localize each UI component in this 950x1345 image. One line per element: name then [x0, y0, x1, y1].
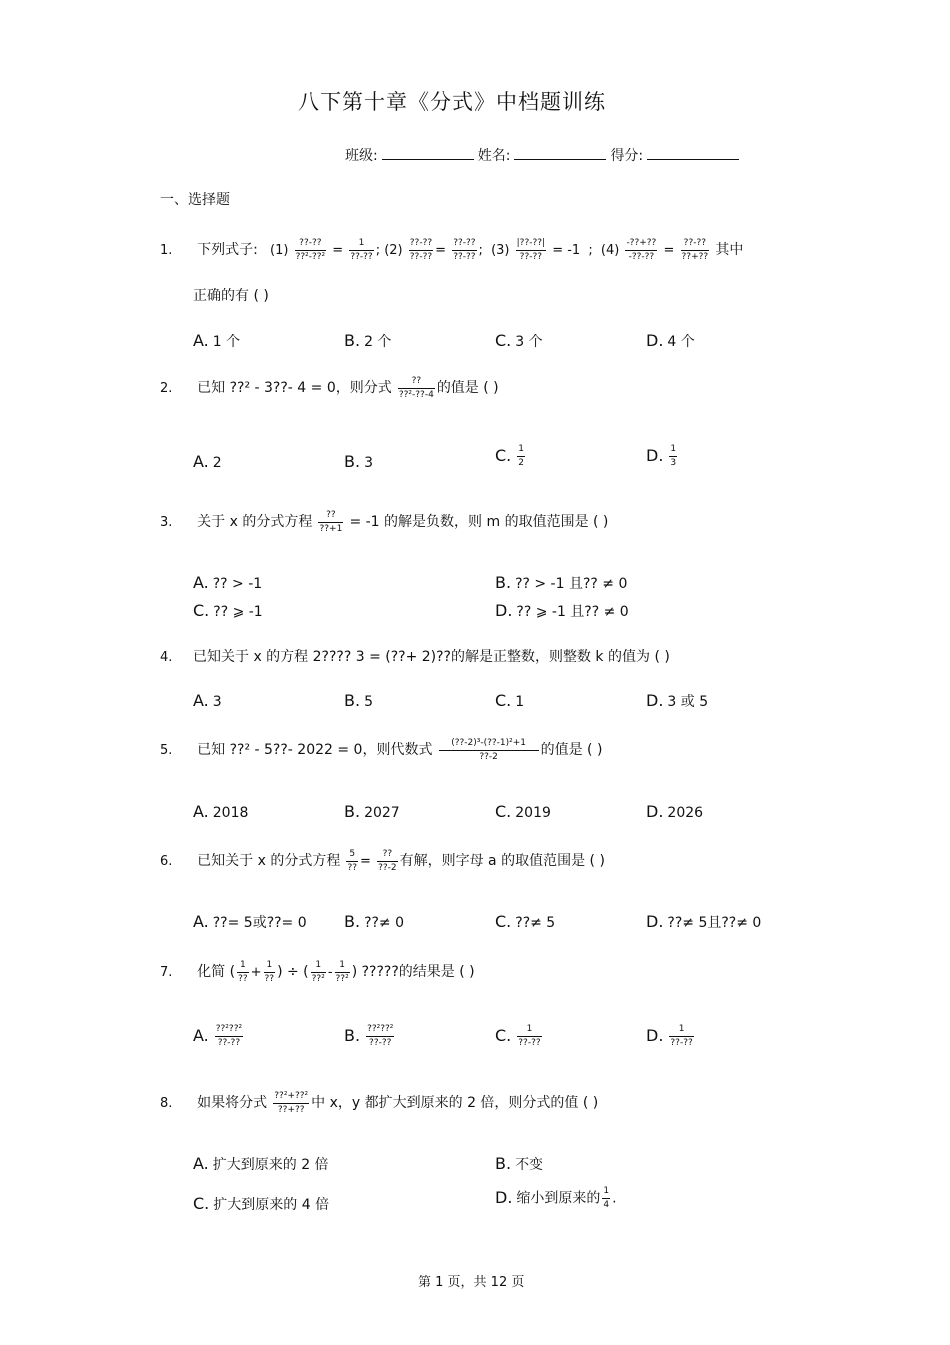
option-c[interactable]: C. $\frac{1}{2}$: [495, 444, 524, 468]
page-footer: 第 1 页，共 12 页: [418, 1275, 525, 1290]
question-3: [160, 510, 608, 535]
option-b[interactable]: B. 2027: [344, 802, 400, 821]
question-6: [160, 849, 605, 874]
question-number: 4.: [160, 650, 173, 665]
option-c[interactable]: C. ??≠ 5: [495, 912, 556, 931]
fraction: $\frac{1}{4}$: [603, 1186, 610, 1210]
question-2: [160, 376, 499, 401]
question-8: [160, 1091, 598, 1116]
option-d[interactable]: D. ??≠ 5且??≠ 0: [646, 912, 762, 931]
fraction: $\frac{??-??}{??-??}$: [409, 238, 433, 262]
fraction: $\frac{5}{??}$: [347, 849, 358, 873]
item-label: (4): [600, 243, 620, 258]
question-text: 的值是 ( ): [540, 742, 603, 758]
fraction: $\frac{1}{2}$: [518, 444, 524, 468]
fraction: $\frac{??-??}{??-??}$: [453, 238, 476, 262]
question-text: 有解，则字母 a 的取值范围是 ( ): [399, 853, 605, 869]
equals-sign: =: [663, 243, 675, 258]
question-text: 的值是 ( ): [436, 380, 499, 396]
question-number: 5.: [160, 743, 173, 758]
option-b[interactable]: B. $\frac{\text{??²??²}}{??-??}$: [344, 1024, 394, 1048]
question-text: 已知关于 x 的方程 2???? 3 = (??+ 2)??的解是正整数，则整数 k 的值为 ( ): [193, 649, 670, 665]
question-7: [160, 960, 475, 985]
equals-sign: =: [435, 243, 447, 258]
question-text: 中 x，y 都扩大到原来的 2 倍，则分式的值 ( ): [311, 1095, 599, 1111]
fraction: $\frac{\text{??²??²}}{??-??}$: [215, 1024, 243, 1048]
question-text: 下列式子:: [197, 242, 258, 258]
fraction: $\frac{1}{??-??}$: [670, 1024, 693, 1048]
option-c[interactable]: C. 3 个: [495, 331, 543, 350]
question-text: 已知 ??² - 3??- 4 = 0，则分式: [197, 380, 392, 396]
class-label: 班级:: [345, 148, 378, 164]
option-a[interactable]: A. 1 个: [193, 331, 241, 350]
option-c[interactable]: C. 扩大到原来的 4 倍: [193, 1194, 330, 1213]
score-label: 得分:: [610, 148, 644, 164]
option-d[interactable]: D. 4 个: [646, 331, 695, 350]
option-d[interactable]: D. $\frac{1}{3}$: [646, 444, 677, 468]
question-text: 如果将分式: [197, 1095, 268, 1111]
option-a[interactable]: A. $\frac{\text{??²??²}}{??-??}$: [193, 1024, 243, 1048]
fraction: $\frac{??}{??-2}$: [378, 849, 397, 873]
option-c[interactable]: C. $\frac{1}{??-??}$: [495, 1024, 541, 1048]
option-b[interactable]: B. 3: [344, 452, 373, 471]
fraction: $\frac{1}{??}$: [238, 960, 248, 984]
option-c[interactable]: C. 2019: [495, 802, 551, 821]
fraction: $\frac{-??+??}{-??-??}$: [626, 238, 657, 262]
option-b[interactable]: B. 5: [344, 691, 373, 710]
question-text: = -1 的解是负数，则 m 的取值范围是 ( ): [349, 514, 609, 530]
option-d[interactable]: D. $\frac{1}{??-??}$: [646, 1024, 693, 1048]
option-d[interactable]: D. 3 或 5: [646, 691, 709, 710]
option-a[interactable]: A. ??= 5或??= 0: [193, 912, 307, 931]
question-number: 6.: [160, 854, 173, 869]
fraction: $\frac{1}{??}$: [264, 960, 275, 984]
option-a[interactable]: A. 3: [193, 691, 222, 710]
fraction: $\frac{\text{??²+??²}}{??+??}$: [274, 1091, 309, 1115]
question-text: 关于 x 的分式方程: [197, 514, 313, 530]
question-4: [160, 646, 670, 666]
option-b[interactable]: B. ??≠ 0: [344, 912, 405, 931]
item-label: (1): [270, 243, 289, 258]
option-d[interactable]: D. ?? ⩾ -1 且?? ≠ 0: [495, 601, 629, 620]
question-text: 正确的有 ( ): [193, 288, 269, 304]
item-label: (2): [384, 243, 403, 258]
fraction: $\frac{1}{\text{??²}}$: [311, 960, 325, 984]
fraction: $\frac{??-??}{??+??}$: [681, 238, 709, 262]
fraction: $\frac{|??-??|}{??-??}$: [516, 238, 546, 262]
section-heading: 一、选择题: [160, 192, 230, 208]
question-number: 7.: [160, 965, 173, 980]
question-1: [160, 238, 743, 263]
option-a[interactable]: A. ?? > -1: [193, 573, 263, 592]
question-number: 1.: [160, 243, 173, 258]
question-text: 已知 ??² - 5??- 2022 = 0，则代数式: [197, 742, 433, 758]
equals-sign: =: [332, 243, 344, 258]
option-a[interactable]: A. 2018: [193, 802, 249, 821]
name-blank: [514, 147, 606, 160]
option-c[interactable]: C. 1: [495, 691, 525, 710]
separator: ;: [478, 243, 483, 258]
item-label: (3): [491, 243, 510, 258]
separator: ;: [375, 243, 381, 258]
option-a[interactable]: A. 2: [193, 452, 222, 471]
question-text: 化简 (: [197, 964, 236, 980]
fraction: $\frac{??}{??+1}$: [319, 510, 343, 534]
question-number: 3.: [160, 515, 173, 530]
class-blank: [382, 147, 474, 160]
option-a[interactable]: A. 扩大到原来的 2 倍: [193, 1154, 329, 1173]
question-text: 已知关于 x 的分式方程: [197, 853, 341, 869]
option-b[interactable]: B. ?? > -1 且?? ≠ 0: [495, 573, 628, 592]
question-text: ) ?????的结果是 ( ): [351, 964, 475, 980]
fraction: $\frac{??}{\text{??²-??-4}}$: [398, 376, 434, 400]
question-number: 8.: [160, 1096, 173, 1111]
fraction: $\frac{1}{3}$: [670, 444, 677, 468]
plus-sign: +: [250, 965, 262, 980]
option-d[interactable]: D. 2026: [646, 802, 704, 821]
option-b[interactable]: B. 不变: [495, 1154, 544, 1173]
score-blank: [647, 147, 739, 160]
question-number: 2.: [160, 381, 173, 396]
option-c[interactable]: C. ?? ⩾ -1: [193, 601, 263, 620]
option-d[interactable]: D. 缩小到原来的 $\frac{1}{4}$ .: [495, 1186, 617, 1210]
equals-sign: = -1: [552, 243, 581, 258]
fraction: $\frac{\text{(??-2)³-(??-1)²+1}}{??-2}$: [439, 738, 539, 763]
fraction: $\frac{1}{??-??}$: [518, 1024, 541, 1048]
page-title: 八下第十章《分式》中档题训练: [298, 90, 606, 114]
option-b[interactable]: B. 2 个: [344, 331, 392, 350]
minus-sign: -: [327, 965, 333, 980]
question-5: [160, 738, 602, 763]
question-text: ) ÷ (: [277, 964, 309, 980]
student-info-line: [345, 145, 743, 165]
fraction: $\frac{\text{??²??²}}{??-??}$: [367, 1024, 394, 1048]
name-label: 姓名:: [477, 148, 511, 164]
fraction: $\frac{1}{??-??}$: [350, 238, 373, 262]
equals-sign: =: [360, 854, 371, 869]
fraction: $\frac{1}{\text{??²}}$: [335, 960, 349, 984]
question-text: 其中: [715, 242, 744, 258]
separator: ;: [588, 243, 593, 258]
fraction: $\frac{??-??}{\text{??²-??²}}$: [295, 238, 326, 262]
